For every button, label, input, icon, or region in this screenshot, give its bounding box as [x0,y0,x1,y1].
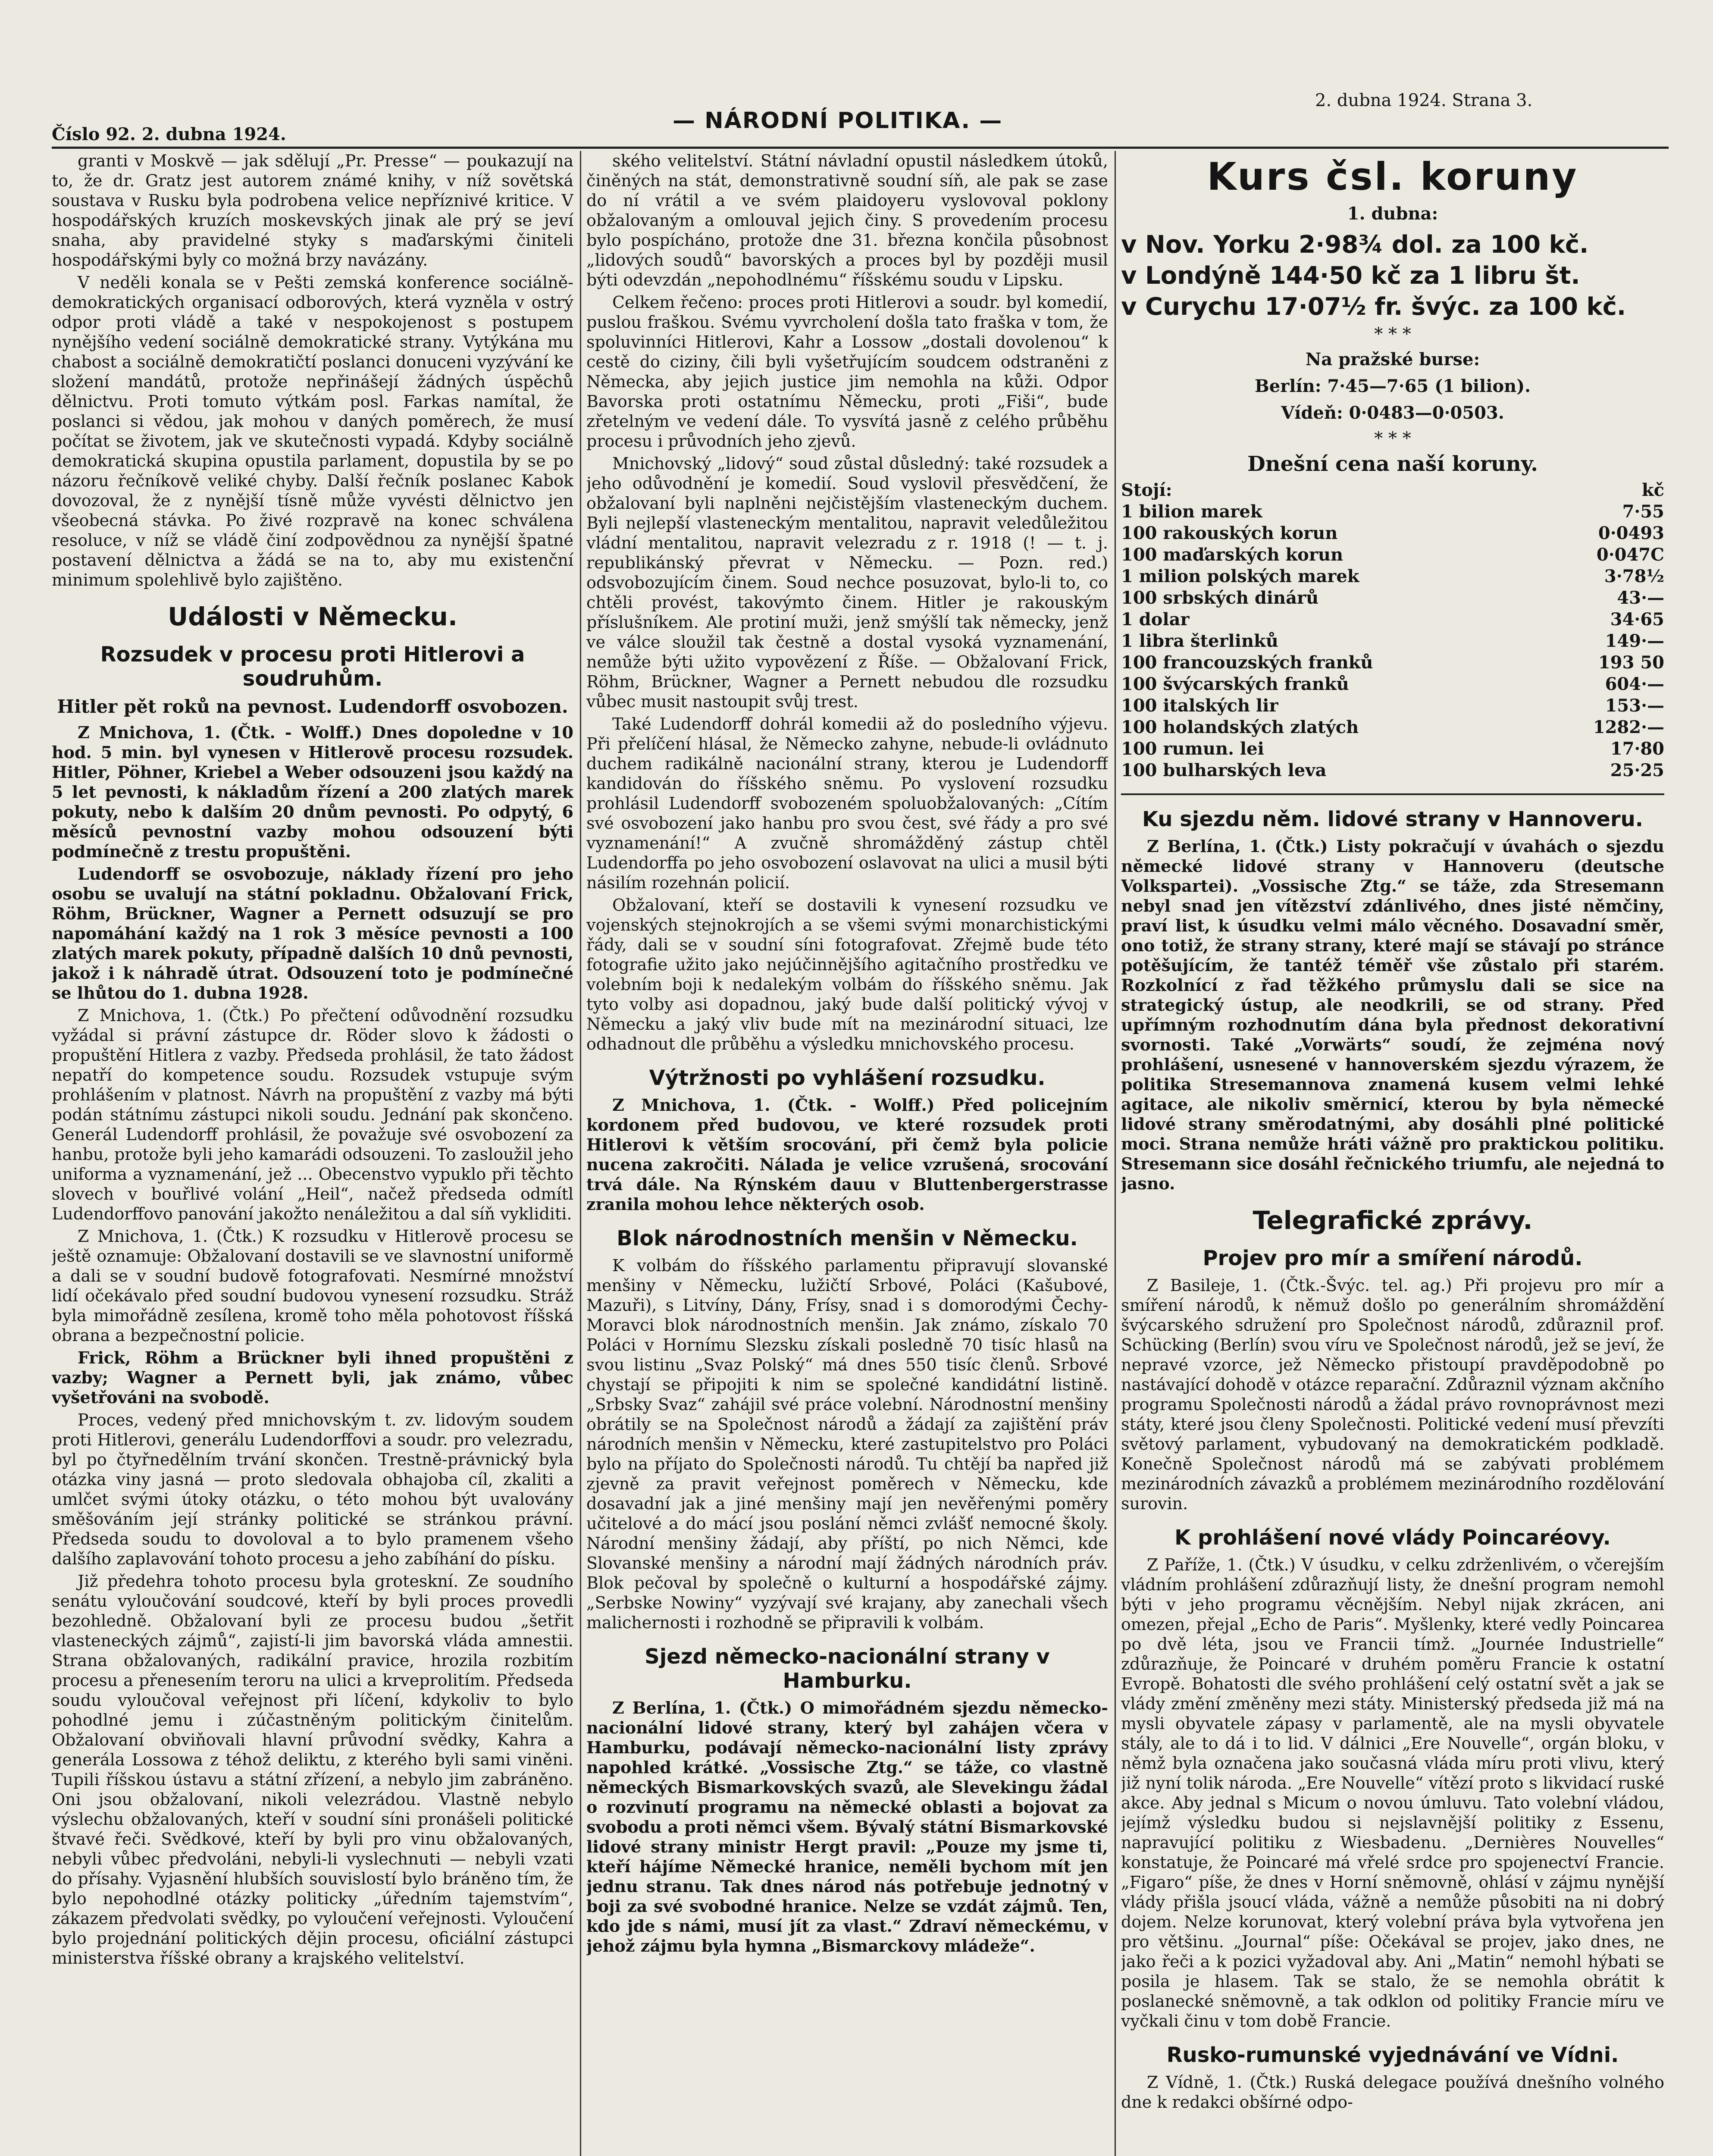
table-row: 1 milion polských marek 3·78½ [1121,566,1664,586]
table-row: 100 italských lir 153·— [1121,696,1664,716]
masthead: — NÁRODNÍ POLITIKA. — [673,108,1003,134]
table-row: 100 holandských zlatých 1282·— [1121,717,1664,737]
article-heading: Projev pro mír a smíření národů. [1203,1246,1583,1270]
table-row: 100 bulharských leva 25·25 [1121,760,1664,780]
column-1 [52,151,573,2156]
article-text: Z Mnichova, 1. (Čtk.) K rozsudku v Hitlerově procesu se ještě oznamuje: Obžalovaní dostavili se ve slavnostní uniformě a dali se v soudní budově fotografovati. Nesmírné množství lidí očekávalo před soudní budovou vynesení rozsudku. Stráž byla mimořádně zesílena, kromě toho měla pohotovost říšská obrana a bezpečnostní policie. [52,1227,573,1345]
table-row: 100 švýcarských franků 604·— [1121,674,1664,694]
section-rule [1121,793,1664,795]
article-heading: Blok národnostních menšin v Německu. [617,1226,1078,1250]
article-heading: Ku sjezdu něm. lidové strany v Hannoveru. [1142,807,1644,831]
rate-date: 1. dubna: [1347,204,1438,224]
table-row: 100 maďarských korun 0·047C [1121,545,1664,565]
vienna-rate: Vídeň: 0·0483—0·0503. [1281,403,1504,423]
article-text: Z Paříže, 1. (Čtk.) V úsudku, v celku zdrženlivém, o včerejším vládním prohlášení zdůrazňují listy, že dnešní program nemohl býti v jeho programu věcnějším. Nebyl nijak zkrácen, ani omezen, přejal „Echo de Paris“. Myšlenky, které vedly Poincarea po dvě léta, jsou ve Francii tímž. „Journée Industrielle“ zdůrazňuje, že Poincaré v druhém poměru Francie k ostatní Evropě. Bohatosti dle svého prohlášení celý ostatní svět a jak se vlády změní změněny mezi státy. Ministerský předseda již má na mysli obyvatele zápasy v parlamentě, ale na mysli obyvatele stály, ale to dá i to lid. V dálnici „Ere Nouvelle“, orgán bloku, v němž byla označena jako současná vláda míru proti vlivu, který již nyní tolik národa. „Ere Nouvelle“ vítězí proto s likvidací ruské akce. Aby jednal s Micum o novou úmluvu. Tato volební vládou, jejímž výsledku budou si nejslavnější politiky z Essenu, napravující politiku z Wiesbadenu. „Dernières Nouvelles“ konstatuje, že Poincaré má vřelé srdce pro spojenectví Francie. „Figaro“ píše, že dnes v Horní sněmovně, ohlásí v zájmu nynější vlády přišla jsoucí vláda, vážně a nemůže působiti na ni dobrý dojem. Nelze korunovat, který volební práva byla vytvořena jen pro většinu. „Journal“ píše: Očekával se projev, jako dnes, ne jako řeči a k pozici vyžadoval aby. Ani „Matin“ nemohl hýbati se posila je hlasem. Tak se stalo, že se nemohla obrátit k poslanecké sněmovně, a tak odklon od politiky Francie míru ve vyčkali činu v tom době Francie. [1121,1555,1664,2031]
issue-number: Číslo 92. 2. dubna 1924. [52,124,286,144]
article-text: granti v Moskvě — jak sdělují „Pr. Presse“ — poukazují na to, že dr. Gratz jest autorem známé knihy, v níž sovětská soustava v Rusku byla podrobena velice nepříznivé kritice. V hospodářských kruzích moskevských jinak ale prý se jeví snaha, aby pravidelné styky s maďarskými činiteli hospodářskými byly co možná brzy navázány. [52,151,573,270]
table-row: 1 dolar 34·65 [1121,609,1664,630]
article-text: Obžalovaní, kteří se dostavili k vynesení rozsudku ve vojenských stejnokrojích a se všemi svými monarchistickými řády, dali se v soudní síni fotografovat. Zřejmě bude této fotografie užito jako nejúčinnějšího agitačního prostředku ve volebním boji k nedalekým volbám do říšského sněmu. Jak tyto volby asi dopadnou, jaký bude další politický vývoj v Německu a jaký vliv bude mít na mezinárodní situaci, lze odhadnout dle průběhu a výsledku mnichovského procesu. [586,896,1108,1053]
table-row: 100 rakouských korun 0·0493 [1121,523,1664,543]
article-text: ského velitelství. Státní návladní opustil následkem útoků, činěných na stát, demonstrativně soudní síň, ale pak se zase do ní vrátil a ve svém plaidoyeru vyslovoval poklony obžalovaným a omlouval jejich činy. S provedením procesu bylo pospícháno, protože dne 31. března končila působnost „lidových soudů“ bavorských a proces byl by později musil býti odevzdán „nepohodlnému“ říšskému soudu v Lipsku. [586,151,1108,289]
rate-london: v Londýně 144·50 kč za 1 libru št. [1121,262,1580,290]
article-heading: Rozsudek v procesu proti Hitlerovi a soudruhům. [100,642,525,691]
page-date: 2. dubna 1924. Strana 3. [1315,91,1533,110]
article-text: K volbám do říšského parlamentu připravují slovanské menšiny v Německu, lužičtí Srbové, Poláci (Kašubové, Mazuři), s Litvíny, Dány, Frísy, snad i s domorodými Čechy-Moravci blok národnostních menšin. Jak známo, získalo 70 Poláci v Hornímu Slezsku získali posledně 70 tisíc hlasů na svou listinu „Svaz Polský“ má dnes 550 tisíc členů. Srbové chystají se připojiti k nim se společné kandidátní listině. „Srbsky Svaz“ zahájil své práce volební. Národnostní menšiny obrátily se na Společnost národů a žádají za zajištění práv národních menšin v Německu, které zastupitelstvo pro Poláci bylo na příjato do Společnosti národů. Tu chtějí ba napřed již zjevně za pravit veřejnost poměrech v Německu, kde dosavadní jak a jiné menšiny mají jen nevěřenými poměry učitelové a do mácí jsou poslání němci zvlášť nemocné školy. Národní menšiny žádají, aby příští, po nich Němci, kde Slovanské menšiny a národní mají žádných národních práv. Blok pečoval by společně o kulturní a hospodářské zájmy. „Serbske Nowiny“ vyzývají své krajany, aby zanechali všech malichernosti i rozhodně se připravili k volbám. [586,1256,1108,1632]
article-heading: Výtržnosti po vyhlášení rozsudku. [649,1066,1046,1090]
article-text: Z Mnichova, 1. (Čtk.) Po přečtení odůvodnění rozsudku vyžádal si právní zástupce dr. Röder slovo k žádosti o propuštění Hitlera z vazby. Předseda prohlásil, že tato žádost nepatří do kompetence soudu. Rozsudek vstupuje svým prohlášením v platnost. Návrh na propuštění z vazby má býti podán státnímu zástupci nikoli soudu. Jednání pak skončeno. Generál Ludendorff prohlásil, že považuje své osvobození za hanbu, protože byli jeho kamarádi odsouzeni. To zasloužil jeho uniforma a vyznamenání, jež ... Obecenstvo vypuklo při těchto slovech v bouřlivé volání „Heil“, načež předseda odmítl Ludendorffovo panování jakožto nenáležitou a dal síň vykliditi. [52,1006,573,1223]
currency-heading: Kurs čsl. koruny [1207,154,1578,199]
rate-new-york: v Nov. Yorku 2·98¾ dol. za 100 kč. [1121,231,1589,259]
article-text: Mnichovský „lidový“ soud zůstal důsledný: také rozsudek a jeho odůvodnění je komedií. Soud vyslovil přesvědčení, že obžalovaní byli naplněni nejčistějším vlasteneckým duchem. Byli nejlepší vlasteneckým mentalitou, napravit veledůležitou vládní mentalitou, napravit velezradu z r. 1918 (! — t. j. republikánský převrat v Německu. — Pozn. red.) odsvobozujícím činem. Soud nechce posuzovat, bylo-li to, co chtěli provést, takovýmto činem. Hitler je rakouským příslušníkem. Ale protiní muži, jenž smýšlí tak německy, jenž ve válce sloužil tak čestně a dostal vysoká vyznamenání, nemůže býti užito vypovězení z Říše. — Obžalovaní Frick, Röhm, Brückner, Wagner a Pernett nebudou dle rozsudku vůbec musit nastoupit svůj trest. [586,454,1108,711]
table-header [1121,479,1664,501]
article-heading: Sjezd německo-nacionální strany v Hamburku. [645,1645,1050,1693]
prague-exchange-label: Na pražské burse: [1305,349,1480,370]
crown-value-table [1121,479,1664,781]
article-text: Z Berlína, 1. (Čtk.) Listy pokračují v úvahách o sjezdu německé lidové strany v Hannoveru (deutsche Volkspartei). „Vossische Ztg.“ se táže, zda Stresemann nebyl snad jen vítězství zdánlivého, dnes jisté němčiny, praví list, k úsudku velmi málo věcného. Dosavadní směr, ono totiž, že strany strany, které mají se stávají po stránce potěšujícím, že tantéž téměř vše zůstalo při starém. Rozkolnící z řad těžkého průmyslu dali se sice na strategický ústup, ale neodkrili, se od strany. Před upřímným rozhodnutím dána byla přednost dekorativní svornosti. Také „Vorwärts“ soudí, že zejména nový prohlášení, usnesené v hannoverském sjezdu výrazem, že politika Stresemannova znamená kusem velmi lehké agitace, ale nikoliv směrnicí, kterou by byla německé lidové strany směrodatnými, aby dosáhli plné politické moci. Strana nemůže hráti vážně pro praktickou politiku. Stresemann sice dosáhl řečnického triumfu, ale nejedná to jasno. [1121,837,1664,1193]
article-text: Z Basileje, 1. (Čtk.-Švýc. tel. ag.) Při projevu pro mír a smíření národů, k němuž došlo po generálním shromáždění švýcarského sdružení pro Společnost národů, zdůraznil prof. Schücking (Berlín) svou víru ve Společnost národů, jež se jeví, že nepravé vzorce, jež Německo přistoupí pravděpodobně po nastávající dohodě v otázce reparační. Zdůraznil význam akčního programu Společnosti národů a žádal právo rovnoprávnost mezi státy, které jsou členy Společnosti. Politické vedení musí převzíti světový parlament, vybudovaný na demokratickém podkladě. Konečně Společnost národů má se zabývati problémem mezinárodních závazků a problémem mezinárodního rozdělování surovin. [1121,1276,1664,1513]
article-text: Z Mnichova, 1. (Čtk. - Wolff.) Před policejním kordonem před budovou, ve které rozsudek proti Hitlerovi k větším srocování, při čemž byla policie nucena zakročiti. Nálada je velice vzrušená, srocování trvá dále. Na Rýnském dauu v Bluttenbergerstrasse zranila mohou lehce některých osob. [586,1095,1108,1214]
crown-value-heading: Dnešní cena naší koruny. [1247,452,1538,476]
article-heading: Rusko-rumunské vyjednávání ve Vídni. [1166,2043,1619,2067]
article-text: Proces, vedený před mnichovským t. zv. lidovým soudem proti Hitlerovi, generálu Ludendorffovi a soudr. pro velezradu, byl po čtyřnedělním trvání skončen. Trestně-právnický byla otázka viny jasná — proto sledovala obhajoba cíl, zkaliti a umlčet svými útoky otázku, o této mohou být uvalovány směšováním její stránky politické se stránkou právní. Předseda soudu to dovoloval a to bylo pramenem všeho dalšího zaplavování tohoto procesu a jeho zabíhání do písku. [52,1410,573,1568]
header-rule [52,147,1669,149]
unit-label: kč [1641,480,1664,500]
article-text: Frick, Röhm a Brückner byli ihned propuštěni z vazby; Wagner a Pernett byli, jak známo, vůbec vyšetřováni na svobodě. [52,1348,573,1407]
berlin-rate: Berlín: 7·45—7·65 (1 bilion). [1254,376,1531,396]
divider-stars: * * * [1374,324,1411,344]
article-text: Z Berlína, 1. (Čtk.) O mimořádném sjezdu německo-nacionální lidové strany, který byl zahájen včera v Hamburku, podávají německo-nacionální listy zprávy napohled krátké. „Vossische Ztg.“ se táže, co vlastně německých Bismarkovských svazů, ale Slevekingu žádal o rozvinutí programu na německé oblasti a bojovat za svobodu a proti němci všem. Bývalý státní Bismarkovské lidové strany ministr Hergt pravil: „Pouze my jsme ti, kteří hájíme Německé hranice, neměli bychom mít jen jednu stranu. Tak dnes národ nás potřebuje jednotný v boji za své svobodné hranice. Nelze se vzdát zájmů. Ten, kdo jde s námi, musí jít za vlast.“ Zdraví německému, v jehož zájmu byla hymna „Bismarckovy mládeže“. [586,1698,1108,1955]
section-heading: Události v Německu. [168,602,457,631]
article-text: V neděli konala se v Pešti zemská konference sociálně-demokratických organisací odborových, která vyzněla v ostrý odpor proti vládě a také v nespokojenost s postupem nynějšího vedení sociálně demokratické strany. Vytýkána mu chabost a sociálně demokratičtí poslanci donuceni vyzývání ke složení mandátů, protože nepřinášejí žádných úspěchů dělnictvu. Proti tomuto výtkám posl. Farkas namítal, že poslanci si vědou, jak mohou v daných poměrech, že musí počítat se životem, jak ve skutečnosti vypadá. Kdyby sociálně demokratická skupina opustila parlament, dopustila by se po názoru řečníkově veliké chyby. Další řečník poslanec Kabok dovozoval, že z nynější tísně může vyvésti dělnictvo jen všeobecná stávka. Po živé rozpravě na konec schválena resoluce, v níž se vládě činí zodpovědnou za nynější špatné postavení dělnictva a žádá se na to, aby mu existenční minimum spolehlivě bylo zajištěno. [52,273,573,589]
article-text: Ludendorff se osvobozuje, náklady řízení pro jeho osobu se uvalují na státní pokladnu. Obžalovaní Frick, Röhm, Brückner, Wagner a Pernett odsuzují se pro napomáhání každý na 1 rok 3 měsíce pevnosti a 100 zlatých marek pokuty, případně dalších 10 dnů pevnosti, jakož i k náhradě útrat. Odsouzení toto je podmínečné se lhůtou do 1. dubna 1928. [52,864,573,1003]
table-row: 100 srbských dinárů 43·— [1121,588,1664,608]
article-text: Z Vídně, 1. (Čtk.) Ruská delegace používá dnešního volného dne k redakci obšírné odpo- [1121,2073,1664,2112]
column-3 [1121,151,1664,2156]
article-text: Již předehra tohoto procesu byla groteskní. Ze soudního senátu vyloučování soudcové, kteří by byli proces provedli bezohledně. Obžalovaní byli ze procesu budou „šetřit vlasteneckých zájmů“, zajistí-li jim bavorská vláda amnestii. Strana obžalovaných, radikální pravice, hrozila rozbitím procesu a přenesením teroru na ulici a krveprolitím. Předseda soudu vyloučoval veřejnost při líčení, kdykoliv to bylo pohodlné jemu i zúčastněným politickým činitelům. Obžalovaní obviňovali hlavní průvodní svědky, Kahra a generála Lossowa z téhož deliktu, z kterého byli sami viněni. Tupili říšskou ústavu a státní zřízení, a nebylo jim zabráněno. Oni jsou obžalovaní, nikoli velezrádou. Vlastně nebylo výslechu obžalovaných, kteří v soudní síni pronášeli politické štvavé řeči. Svědkové, kteří by byli pro vinu obžalovaných, nebyli vůbec předvoláni, nebyli-li vyslechnuti — nebyli vzati do přísahy. Vyjasnění hlubších souvislostí bylo bráněno tím, že bylo nepohodlné otázky politicky „úředním tajemstvím“, zákazem předvolati svědky, po vyloučení veřejnosti. Vyloučení bylo projednání politických dějin procesu, oficiální zástupci ministerstva říšské obrany a krajského velitelství. [52,1572,573,1968]
divider-stars: * * * [1374,429,1411,448]
article-text: Celkem řečeno: proces proti Hitlerovi a soudr. byl komedií, puslou fraškou. Svému vyvrcholení došla tato fraška v tom, že spoluvinníci Hitlerovi, Kahr a Lossow „dostali dovolenou“ k cestě do ciziny, čili byli vyšetřujícím soudcem odstraněni z Německa, aby jejich justice jim nemohla na kůži. Odpor Bavorska proti ostatnímu Německu, proti „Fiši“, bude zřetelným ve vedení dále. To vysvítá jasně z celého průběhu procesu i průvodních jeho zjevů. [586,293,1108,451]
article-text: Také Ludendorff dohrál komedii až do posledního výjevu. Při přelíčení hlásal, že Německo zahyne, nebude-li ovládnuto duchem radikálně nacionální strany, kterou je Ludendorff kandidován do říšského sněmu. Po vyslovení rozsudku prohlásil Ludendorff svobozeném spoluobžalovaných: „Cítím své osvobození jako hanbu pro svou čest, své řády a pro své vyznamenání!“ A zvučně shromážděný zástup chtěl Ludendorffa po jeho osvobození oslavovat na ulici a musil býti násilím rozehnán policií. [586,714,1108,892]
table-row: 1 libra šterlinků 149·— [1121,631,1664,651]
article-heading: K prohlášení nové vlády Poincaréovy. [1174,1526,1611,1550]
table-row: 1 bilion marek 7·55 [1121,501,1664,522]
column-divider [580,151,581,2156]
section-heading: Telegrafické zprávy. [1253,1206,1533,1235]
article-text: Z Mnichova, 1. (Čtk. - Wolff.) Dnes dopoledne v 10 hod. 5 min. byl vynesen v Hitlerově procesu rozsudek. Hitler, Pöhner, Kriebel a Weber odsouzeni jsou každý na 5 let pevnosti, k nákladům řízení a 200 zlatých marek pokuty, nebo k dalším 20 dnům pevnosti. Po odpytý, 6 měsíců pevnostní vazby mohou odsouzení býti podmínečně z trestu propuštěni. [52,723,573,861]
article-subheading: Hitler pět roků na pevnost. Ludendorff osvobozen. [57,696,568,717]
table-row: 100 francouzských franků 193 50 [1121,652,1664,673]
stoji-label: Stojí: [1121,480,1172,500]
column-2 [586,151,1108,2156]
rate-zurich: v Curychu 17·07½ fr. švýc. za 100 kč. [1121,293,1626,321]
table-row: 100 rumun. lei 17·80 [1121,739,1664,759]
column-divider [1115,151,1116,2156]
